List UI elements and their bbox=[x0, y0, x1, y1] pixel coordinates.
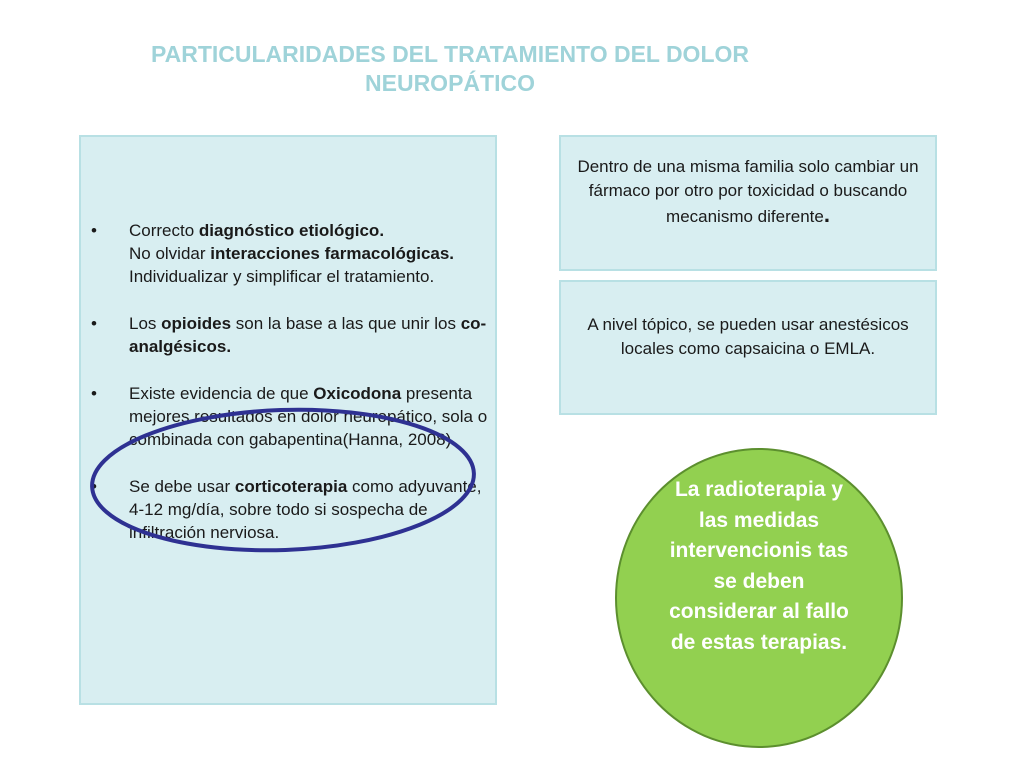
list-item bbox=[89, 219, 489, 288]
item2-text-a: Los bbox=[129, 314, 162, 333]
title-line-2: NEUROPÁTICO bbox=[365, 70, 535, 96]
item4-text-a: Se debe usar bbox=[129, 477, 235, 496]
item2-text-c: son la base a las que unir los bbox=[231, 314, 461, 333]
item3-text-a: Existe evidencia de que bbox=[129, 384, 314, 403]
info-box-family-body: Dentro de una misma familia solo cambiar un fármaco por otro por toxicidad o buscando mecanismo diferente bbox=[577, 157, 919, 226]
info-box-topical-text: A nivel tópico, se pueden usar anestésicos locales como capsaicina o EMLA. bbox=[587, 315, 909, 358]
item4-text-b: corticoterapia bbox=[234, 477, 348, 496]
bullet-marker: • bbox=[91, 477, 97, 496]
item1-text-a: Correcto bbox=[129, 221, 199, 240]
page-title bbox=[100, 40, 800, 98]
item2-text-d: co-analgésicos. bbox=[129, 314, 487, 356]
radiotherapy-circle bbox=[615, 448, 903, 748]
item1-text-e: Individualizar y simplificar el tratamiento. bbox=[129, 267, 435, 286]
item2-text-b: opioides bbox=[161, 314, 232, 333]
info-box-family bbox=[559, 135, 937, 271]
item1-text-b: diagnóstico etiológico. bbox=[198, 221, 385, 240]
list-item bbox=[89, 312, 489, 358]
item1-text-d: interacciones farmacológicas. bbox=[210, 244, 455, 263]
bullet-marker: • bbox=[91, 221, 97, 240]
radiotherapy-circle-text: La radioterapia y las medidas intervencionis tas se deben considerar al fallo de estas terapias. bbox=[669, 478, 849, 654]
item3-text-b: Oxicodona bbox=[313, 384, 402, 403]
item1-text-c: No olvidar bbox=[129, 244, 211, 263]
info-box-family-period: . bbox=[823, 202, 830, 227]
item4-text-c: como adyuvante, 4-12 mg/día, sobre todo si sospecha de infiltración nerviosa. bbox=[129, 477, 482, 542]
bullet-marker: • bbox=[91, 314, 97, 333]
item3-text-c: presenta mejores resultados en dolor neuropático, sola o combinada con gabapentina(Hanna, 2008). bbox=[129, 384, 488, 449]
bullet-marker: • bbox=[91, 384, 97, 403]
highlight-ellipse bbox=[88, 405, 478, 555]
title-line-1: PARTICULARIDADES DEL TRATAMIENTO DEL DOLOR bbox=[151, 41, 749, 67]
info-box-topical bbox=[559, 280, 937, 415]
info-box-family-text bbox=[571, 155, 925, 229]
